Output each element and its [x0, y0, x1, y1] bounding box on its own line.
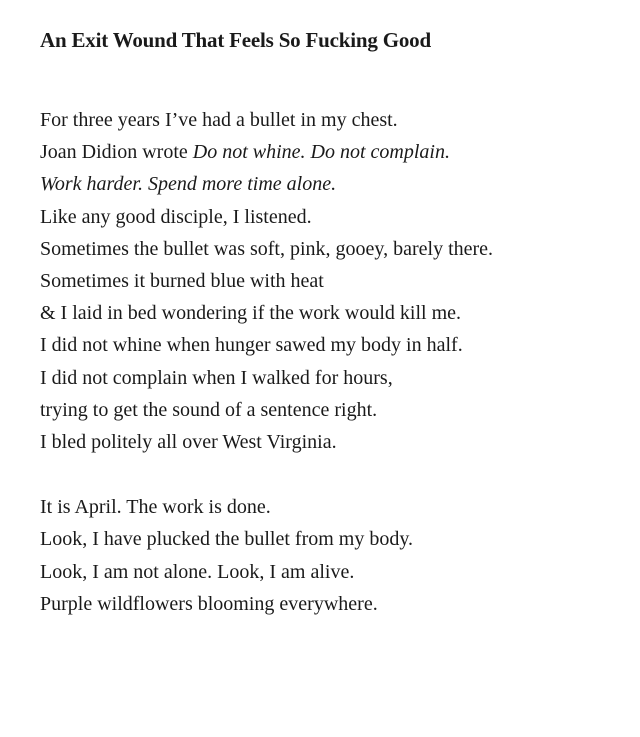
poem-line: Look, I have plucked the bullet from my body.: [40, 528, 414, 551]
poem-line: [40, 168, 620, 200]
poem-line: Purple wildflowers blooming everywhere.: [40, 592, 378, 615]
poem-line: I bled politely all over West Virginia.: [40, 431, 337, 454]
poem-title: An Exit Wound That Feels So Fucking Good: [40, 28, 431, 52]
didion-quote: Do not whine. Do not complain.: [192, 141, 450, 164]
stanza-2: [40, 491, 620, 620]
poem-line: Like any good disciple, I listened.: [40, 205, 312, 228]
didion-quote: Work harder. Spend more time alone.: [40, 173, 337, 196]
poem-line: [40, 136, 620, 168]
poem-line: trying to get the sound of a sentence right.: [40, 398, 378, 421]
poem-line: It is April. The work is done.: [40, 496, 271, 519]
poem-line: I did not complain when I walked for hours,: [40, 366, 393, 389]
stanza-1: [40, 104, 620, 458]
poem-line: Look, I am not alone. Look, I am alive.: [40, 560, 355, 583]
poem: [40, 26, 620, 620]
poem-line: & I laid in bed wondering if the work would kill me.: [40, 302, 462, 325]
poem-line: I did not whine when hunger sawed my body in half.: [40, 334, 463, 357]
poem-line: Sometimes the bullet was soft, pink, gooey, barely there.: [40, 237, 494, 260]
poem-line: For three years I’ve had a bullet in my chest.: [40, 109, 398, 131]
poem-line: Sometimes it burned blue with heat: [40, 270, 324, 293]
line-text: Joan Didion wrote: [40, 141, 193, 164]
